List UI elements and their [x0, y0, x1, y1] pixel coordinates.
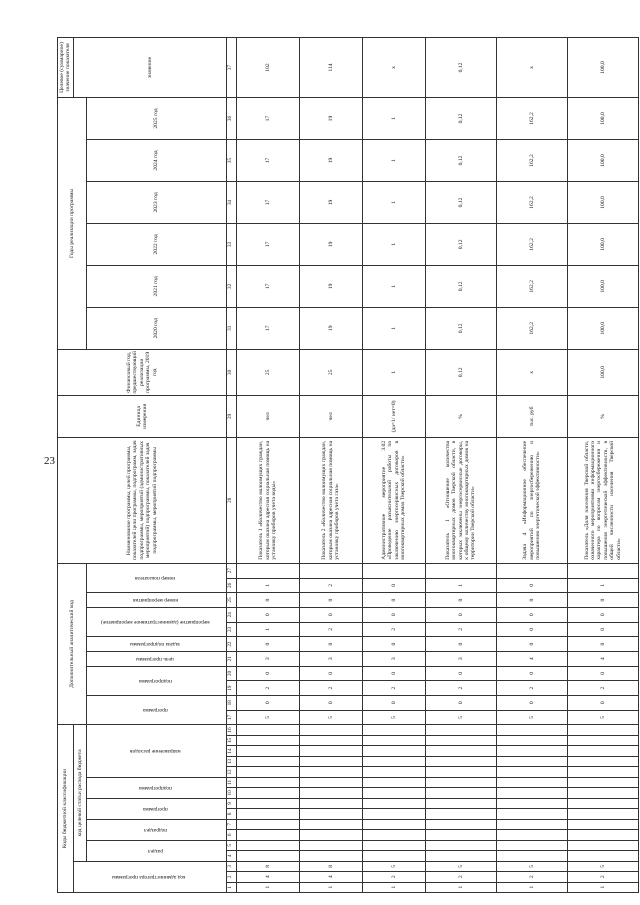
empty-cell [496, 777, 567, 787]
empty-cell [299, 563, 362, 578]
row-year-value: 100,0 [567, 265, 638, 307]
analytic-code-digit: 1 [236, 622, 299, 637]
row-fin-year-value: 0,12 [425, 349, 496, 395]
analytic-code-digit: 5 [236, 710, 299, 725]
subprogram-header: подпрограмма [138, 784, 172, 791]
analytic-code-digit: 2 [362, 681, 425, 696]
empty-cell [362, 788, 425, 798]
year-2024-header: 2024 год [86, 140, 226, 182]
admin-code-digit: 4 [299, 872, 362, 882]
analytic-code-digit: 5 [567, 710, 638, 725]
row-year-value: 19 [299, 223, 362, 265]
row-fin-year-value: 1 [362, 349, 425, 395]
column-index: 9 [226, 798, 236, 808]
admin-code-digit: 2 [496, 872, 567, 882]
analytic-code-digit: 0 [567, 622, 638, 637]
analytic-code-digit: 0 [362, 578, 425, 593]
empty-cell [299, 756, 362, 766]
admin-code-digit: 4 [236, 872, 299, 882]
value-header: значение [73, 38, 226, 98]
empty-cell [362, 725, 425, 735]
analytic-code-digit: 0 [425, 637, 496, 652]
indicator-number-header: номер показателя [135, 575, 176, 582]
empty-cell [299, 788, 362, 798]
subsection-header: подраздел [143, 826, 167, 833]
unit-header: Единица измерения [58, 395, 227, 437]
row-unit: тыс. руб [496, 395, 567, 437]
analytic-code-digit: 0 [299, 695, 362, 710]
empty-cell [299, 767, 362, 777]
empty-cell [425, 798, 496, 808]
analytic-code-digit: 0 [299, 607, 362, 622]
empty-cell [236, 851, 299, 861]
empty-cell [299, 840, 362, 850]
analytic-code-digit: 0 [362, 593, 425, 608]
page-number: 23 [44, 455, 55, 467]
analytic-code-digit: 0 [362, 666, 425, 681]
column-index: 13 [226, 756, 236, 766]
name-header: Наименование программы, целей программы, показателей цели программы, подпрограмм, задач подпрограммы, мероприятий (административных мероприятий) подпрограммы, показателей задач подпрограммы, мероприятий подпрограммы [58, 437, 227, 563]
event-number-header: номер мероприятия [132, 597, 178, 604]
table-row [425, 38, 496, 893]
empty-cell [425, 563, 496, 578]
admin-code-digit: 8 [236, 861, 299, 871]
row-year-value: 1 [362, 223, 425, 265]
admin-code-digit: 1 [425, 882, 496, 892]
row-year-value: 19 [299, 181, 362, 223]
analytic-code-digit: 2 [425, 681, 496, 696]
analytic-code-digit: 4 [567, 651, 638, 666]
analytic-code-digit: 2 [567, 681, 638, 696]
empty-cell [567, 756, 638, 766]
empty-cell [362, 767, 425, 777]
analytic-code-digit: 0 [362, 637, 425, 652]
codes-group-header: Коды бюджетной классификации [58, 725, 74, 893]
analytic-code-digit: 2 [299, 578, 362, 593]
empty-cell [236, 777, 299, 787]
empty-cell [425, 851, 496, 861]
analytic-code-digit: 0 [236, 695, 299, 710]
admin-code-digit: 1 [236, 882, 299, 892]
fin-year-header: Финансовый год, предшествующий реализации программы, 2019 год [58, 349, 227, 395]
empty-cell [236, 840, 299, 850]
row-unit: % [567, 395, 638, 437]
admin-header: код администратора программы [111, 873, 186, 880]
row-year-value: 162,2 [496, 98, 567, 140]
analytic-code-digit: 2 [236, 681, 299, 696]
empty-cell [362, 809, 425, 819]
row-unit: % [425, 395, 496, 437]
analytic-code-digit: 0 [299, 637, 362, 652]
admin-code-digit: 5 [362, 861, 425, 871]
row-year-value: 1 [362, 265, 425, 307]
empty-cell [299, 798, 362, 808]
empty-cell [236, 798, 299, 808]
analytic-code-digit: 2 [496, 681, 567, 696]
row-fin-year-value: 25 [299, 349, 362, 395]
empty-cell [567, 788, 638, 798]
row-final-value: x [362, 38, 425, 98]
row-fin-year-value: 25 [236, 349, 299, 395]
analytic-code-digit: 0 [425, 607, 496, 622]
column-index: 29 [226, 395, 236, 437]
admin-code-digit: 1 [567, 882, 638, 892]
column-index: 1 [226, 882, 236, 892]
row-unit: чел [236, 395, 299, 437]
year-2025-header: 2025 год [86, 98, 226, 140]
empty-cell [236, 830, 299, 840]
year-2021-header: 2021 год [86, 265, 226, 307]
year-2023-header: 2023 год [86, 181, 226, 223]
analytic-code-digit: 0 [496, 578, 567, 593]
row-year-value: 0,12 [425, 98, 496, 140]
empty-cell [567, 767, 638, 777]
empty-cell [425, 746, 496, 756]
table-row [236, 38, 299, 893]
row-final-value: 100,0 [567, 38, 638, 98]
row-year-value: 19 [299, 98, 362, 140]
table-row [496, 38, 567, 893]
empty-cell [362, 756, 425, 766]
analytic-code-digit: 0 [236, 666, 299, 681]
empty-cell [496, 746, 567, 756]
column-index-row [226, 38, 236, 893]
row-year-value: 100,0 [567, 307, 638, 349]
row-year-value: 162,2 [496, 140, 567, 182]
empty-cell [236, 746, 299, 756]
empty-cell [236, 788, 299, 798]
table-row [362, 38, 425, 893]
empty-cell [496, 798, 567, 808]
row-year-value: 19 [299, 140, 362, 182]
row-final-value: 102 [236, 38, 299, 98]
empty-cell [236, 756, 299, 766]
row-year-value: 19 [299, 307, 362, 349]
admin-code-digit: 5 [425, 861, 496, 871]
analytic-code-digit: 0 [236, 637, 299, 652]
empty-cell [362, 840, 425, 850]
empty-cell [425, 830, 496, 840]
empty-cell [425, 840, 496, 850]
event-header: мероприятие (административное мероприятие) [100, 619, 210, 626]
empty-cell [425, 735, 496, 745]
row-year-value: 17 [236, 307, 299, 349]
row-name: Показатель «Доля населения Тверской области, охваченного мероприятиями информационного характера по вопросам энергосбережения и повышения энергетической эффективности, в общей численности населения Тверской области» [567, 437, 638, 563]
analytic-code-digit: 0 [425, 666, 496, 681]
direction-header: направление расходов [129, 748, 181, 755]
row-year-value: 1 [362, 98, 425, 140]
rotated-table-wrapper [57, 37, 632, 893]
final-group-header: Целевое (суммарное) значение показателя [58, 38, 74, 98]
empty-cell [299, 735, 362, 745]
column-index: 10 [226, 788, 236, 798]
row-unit: (да=1/ нет=0) [362, 395, 425, 437]
year-2020-header: 2020 год [86, 307, 226, 349]
task-header: задача подпрограммы [130, 641, 181, 648]
empty-cell [362, 735, 425, 745]
analytic-code-digit: 0 [362, 607, 425, 622]
column-index: 26 [226, 578, 236, 593]
row-year-value: 0,12 [425, 307, 496, 349]
empty-cell [299, 830, 362, 840]
column-index: 17 [226, 710, 236, 725]
row-name: Показатель 2 «Количество малоимущих граждан, которым оказана адресная социальная помощь на установку приборов учета газа» [299, 437, 362, 563]
analytic-code-digit: 5 [299, 710, 362, 725]
analytic-code-digit: 0 [567, 593, 638, 608]
empty-cell [567, 798, 638, 808]
column-index: 30 [226, 349, 236, 395]
empty-cell [425, 725, 496, 735]
empty-cell [567, 809, 638, 819]
row-final-value: x [496, 38, 567, 98]
column-index: 4 [226, 851, 236, 861]
column-index: 36 [226, 98, 236, 140]
analytic-code-digit: 0 [567, 666, 638, 681]
analytic-code-digit: 1 [236, 578, 299, 593]
analytic-code-digit: 3 [299, 651, 362, 666]
empty-cell [496, 563, 567, 578]
empty-cell [567, 563, 638, 578]
row-year-value: 0,12 [425, 181, 496, 223]
column-index: 28 [226, 437, 236, 563]
row-name: Административное мероприятие 3.02 «Проведение разъяснительной работы по заключению энергосервисных договоров в многоквартирных домах Тверской области» [362, 437, 425, 563]
row-year-value: 162,2 [496, 265, 567, 307]
row-year-value: 17 [236, 140, 299, 182]
admin-code-digit: 5 [567, 861, 638, 871]
analytic-code-digit: 0 [496, 695, 567, 710]
empty-cell [236, 735, 299, 745]
analytic-code-digit: 2 [299, 622, 362, 637]
empty-cell [425, 756, 496, 766]
column-index: 7 [226, 819, 236, 829]
admin-code-digit: 1 [299, 882, 362, 892]
column-index: 34 [226, 181, 236, 223]
column-index: 21 [226, 651, 236, 666]
empty-cell [299, 725, 362, 735]
empty-cell [362, 819, 425, 829]
row-year-value: 1 [362, 307, 425, 349]
column-index: 5 [226, 840, 236, 850]
column-index: 8 [226, 809, 236, 819]
empty-cell [299, 777, 362, 787]
row-final-value: 114 [299, 38, 362, 98]
column-index: 3 [226, 861, 236, 871]
row-year-value: 0,12 [425, 265, 496, 307]
analytic-code-digit: 0 [236, 593, 299, 608]
budget-group-header: код целевой статьи расхода бюджета [73, 725, 86, 861]
analytic-code-digit: 0 [299, 666, 362, 681]
column-index: 20 [226, 666, 236, 681]
empty-cell [496, 767, 567, 777]
column-index: 6 [226, 830, 236, 840]
analytic-code-digit: 4 [496, 651, 567, 666]
analytic-code-digit: 0 [496, 637, 567, 652]
analytic-code-digit: 5 [496, 710, 567, 725]
empty-cell [496, 788, 567, 798]
analytic-code-digit: 0 [496, 622, 567, 637]
row-final-value: 0,12 [425, 38, 496, 98]
empty-cell [567, 840, 638, 850]
column-index: 18 [226, 695, 236, 710]
table-body [236, 38, 638, 893]
empty-cell [299, 819, 362, 829]
program-code-header: программа [142, 707, 168, 714]
empty-cell [567, 735, 638, 745]
row-year-value: 162,2 [496, 307, 567, 349]
table-row [299, 38, 362, 893]
column-index: 2 [226, 872, 236, 882]
extra-code-header: Дополнительный аналитический код [58, 563, 87, 725]
empty-cell [567, 777, 638, 787]
empty-cell [496, 830, 567, 840]
empty-cell [567, 819, 638, 829]
year-2022-header: 2022 год [86, 223, 226, 265]
row-year-value: 19 [299, 265, 362, 307]
row-unit: чел [299, 395, 362, 437]
analytic-code-digit: 0 [567, 695, 638, 710]
row-year-value: 17 [236, 181, 299, 223]
table-row [567, 38, 638, 893]
goal-header: цель программы [136, 655, 175, 662]
subprogram-code-header: подпрограмма [138, 677, 172, 684]
empty-cell [362, 777, 425, 787]
analytic-code-digit: 0 [236, 607, 299, 622]
section-header: раздел [147, 847, 163, 854]
column-index: 19 [226, 681, 236, 696]
years-group-header: Годы реализации программы [58, 98, 87, 350]
column-index: 25 [226, 593, 236, 608]
row-name: Задача 4 «Информационное обеспечение мероприятий по энергосбережению и повышению энергетической эффективности» [496, 437, 567, 563]
row-year-value: 1 [362, 181, 425, 223]
analytic-code-digit: 3 [236, 651, 299, 666]
program-header: программа [142, 805, 168, 812]
row-year-value: 162,2 [496, 223, 567, 265]
empty-cell [425, 767, 496, 777]
row-year-value: 100,0 [567, 223, 638, 265]
row-fin-year-value: 100,0 [567, 349, 638, 395]
row-year-value: 17 [236, 98, 299, 140]
empty-cell [362, 830, 425, 840]
analytic-code-digit: 0 [567, 607, 638, 622]
empty-cell [496, 840, 567, 850]
empty-cell [567, 746, 638, 756]
row-year-value: 17 [236, 223, 299, 265]
empty-cell [299, 809, 362, 819]
analytic-code-digit: 1 [425, 578, 496, 593]
empty-cell [236, 809, 299, 819]
analytic-code-digit: 0 [496, 666, 567, 681]
empty-cell [496, 819, 567, 829]
row-year-value: 0,12 [425, 140, 496, 182]
analytic-code-digit: 5 [362, 710, 425, 725]
row-name: Показатель 1 «Отношение количества многоквартирных домов Тверской области, в которых заключены энергосервисные договоры, к общему количеству многоквартирных домов на территории Тверской области» [425, 437, 496, 563]
empty-cell [362, 851, 425, 861]
admin-code-digit: 5 [496, 861, 567, 871]
analytic-code-digit: 1 [567, 578, 638, 593]
analytic-code-digit: 5 [425, 710, 496, 725]
column-index: 24 [226, 607, 236, 622]
empty-cell [236, 819, 299, 829]
row-name: Показатель 1 «Количество малоимущих граждан, которым оказана адресная социальная помощь на установку приборов учета воды» [236, 437, 299, 563]
empty-cell [496, 809, 567, 819]
analytic-code-digit: 3 [425, 651, 496, 666]
analytic-code-digit: 3 [362, 651, 425, 666]
analytic-code-digit: 0 [567, 637, 638, 652]
empty-cell [362, 798, 425, 808]
empty-cell [425, 819, 496, 829]
empty-cell [299, 746, 362, 756]
analytic-code-digit: 2 [362, 622, 425, 637]
analytic-code-digit: 0 [496, 593, 567, 608]
program-table [57, 37, 639, 893]
empty-cell [425, 809, 496, 819]
admin-code-digit: 2 [362, 872, 425, 882]
column-index: 37 [226, 38, 236, 98]
empty-cell [496, 756, 567, 766]
analytic-code-digit: 0 [425, 593, 496, 608]
empty-cell [567, 725, 638, 735]
column-index: 11 [226, 777, 236, 787]
empty-cell [496, 851, 567, 861]
column-index: 22 [226, 637, 236, 652]
empty-cell [236, 725, 299, 735]
row-year-value: 100,0 [567, 181, 638, 223]
admin-code-digit: 8 [299, 861, 362, 871]
empty-cell [496, 735, 567, 745]
column-index: 23 [226, 622, 236, 637]
column-index: 33 [226, 223, 236, 265]
empty-cell [299, 851, 362, 861]
column-index: 27 [226, 563, 236, 578]
row-fin-year-value: x [496, 349, 567, 395]
empty-cell [362, 746, 425, 756]
empty-cell [236, 767, 299, 777]
column-index: 32 [226, 265, 236, 307]
row-year-value: 0,12 [425, 223, 496, 265]
row-year-value: 1 [362, 140, 425, 182]
empty-cell [236, 563, 299, 578]
row-year-value: 100,0 [567, 98, 638, 140]
row-year-value: 17 [236, 265, 299, 307]
admin-code-digit: 2 [567, 872, 638, 882]
column-index: 35 [226, 140, 236, 182]
empty-cell [567, 851, 638, 861]
analytic-code-digit: 2 [299, 681, 362, 696]
column-index: 31 [226, 307, 236, 349]
empty-cell [362, 563, 425, 578]
analytic-code-digit: 0 [299, 593, 362, 608]
admin-code-digit: 2 [425, 872, 496, 882]
analytic-code-digit: 0 [425, 695, 496, 710]
column-index: 16 [226, 725, 236, 735]
row-year-value: 162,2 [496, 181, 567, 223]
empty-cell [425, 777, 496, 787]
row-year-value: 100,0 [567, 140, 638, 182]
column-index: 12 [226, 767, 236, 777]
empty-cell [425, 788, 496, 798]
analytic-code-digit: 2 [425, 622, 496, 637]
empty-cell [496, 725, 567, 735]
admin-code-digit: 1 [496, 882, 567, 892]
column-index: 14 [226, 746, 236, 756]
admin-code-digit: 1 [362, 882, 425, 892]
analytic-code-digit: 0 [362, 695, 425, 710]
analytic-code-digit: 0 [496, 607, 567, 622]
empty-cell [567, 830, 638, 840]
column-index: 15 [226, 735, 236, 745]
